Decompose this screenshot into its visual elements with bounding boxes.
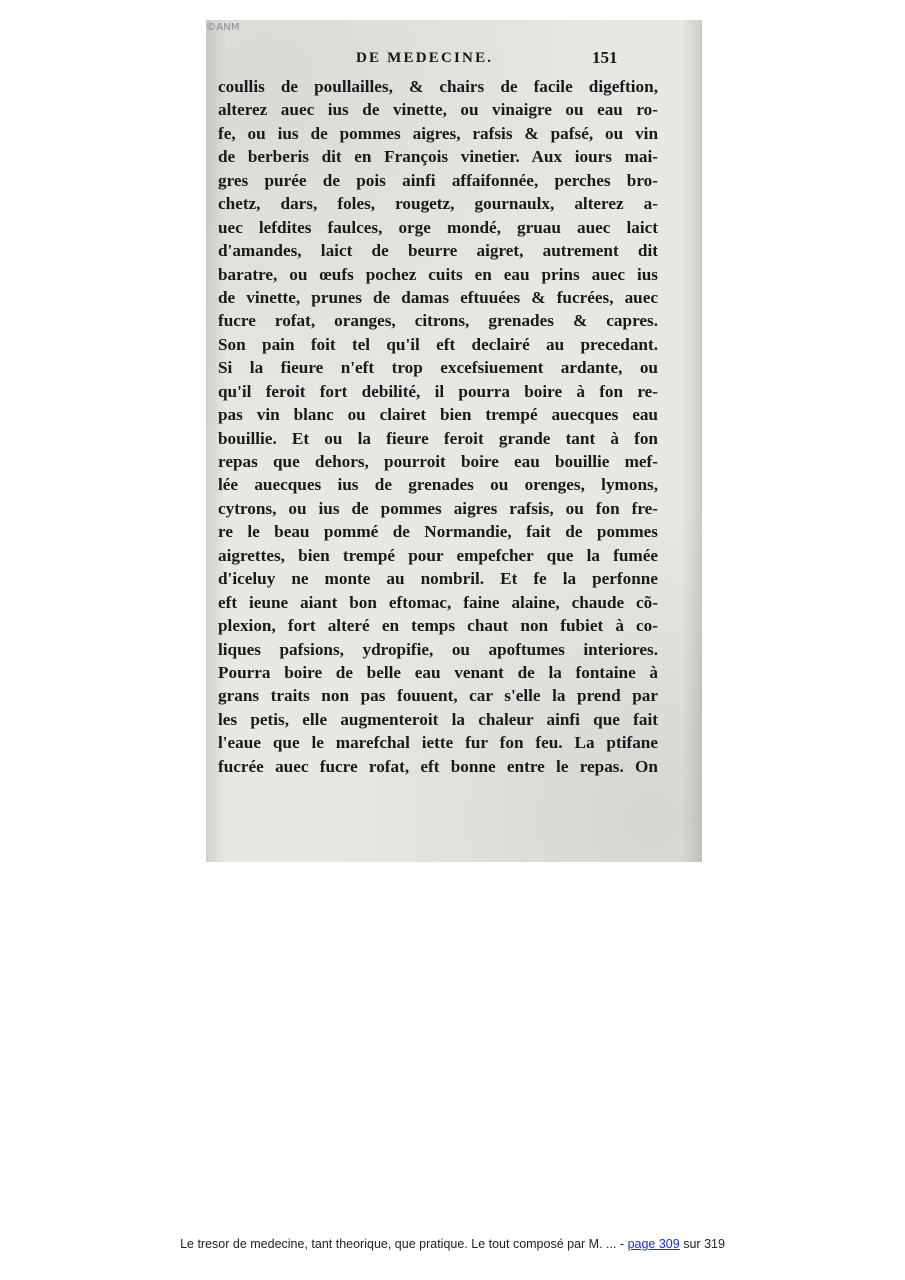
text-line: Si la fieure n'eft trop excefsiuement ardante, ou <box>218 358 658 378</box>
page-number: 151 <box>592 48 618 67</box>
text-line: alterez auec ius de vinette, ou vinaigre ou eau ro- <box>218 100 658 120</box>
book-title: Le tresor de medecine, tant theorique, que pratique. Le tout composé par M. ... - <box>180 1237 625 1251</box>
text-line: uec lefdites faulces, orge mondé, gruau auec laict <box>218 217 658 237</box>
of-label: sur <box>683 1237 701 1251</box>
text-line: pas vin blanc ou clairet bien trempé auecques eau <box>218 405 658 425</box>
text-line: aigrettes, bien trempé pour empefcher que la fumée <box>218 545 658 565</box>
text-line: fucre rofat, oranges, citrons, grenades & capres. <box>218 311 658 331</box>
text-line: cytrons, ou ius de pommes aigres rafsis, ou fon fre- <box>218 498 658 518</box>
text-line: coullis de poullailles, & chairs de facile digeftion, <box>218 77 658 96</box>
running-title: DE MEDECINE. <box>356 50 494 66</box>
text-line: d'amandes, laict de beurre aigret, autrement dit <box>218 241 658 261</box>
text-line: de vinette, prunes de damas eftuuées & fucrées, auec <box>218 287 658 307</box>
text-line: bouillie. Et ou la fieure feroit grande tant à fon <box>218 428 658 448</box>
text-line: d'iceluy ne monte au nombril. Et fe la perfonne <box>218 569 658 589</box>
text-line: fe, ou ius de pommes aigres, rafsis & pafsé, ou vin <box>218 123 658 143</box>
text-block <box>218 75 658 778</box>
text-line: re le beau pommé de Normandie, fait de pommes <box>218 522 658 542</box>
watermark: ©ANM <box>206 22 240 33</box>
text-line: grans traits non pas fouuent, car s'elle la prend par <box>218 686 658 706</box>
text-line: l'eaue que le marefchal iette fur fon feu. La ptifane <box>218 733 658 753</box>
text-line: plexion, fort alteré en temps chaut non fubiet à co- <box>218 616 658 636</box>
text-line: eft ieune aiant bon eftomac, faine alaine, chaude cõ- <box>218 592 658 612</box>
text-line: chetz, dars, foles, rougetz, gournaulx, alterez a- <box>218 194 658 214</box>
page-scan <box>206 20 702 862</box>
text-line: gres purée de pois ainfi affaifonnée, perches bro- <box>218 170 658 190</box>
text-line: les petis, elle augmenteroit la chaleur ainfi que fait <box>218 709 658 729</box>
text-line: fucrée auec fucre rofat, eft bonne entre le repas. On <box>218 756 658 776</box>
text-line: qu'il feroit fort debilité, il pourra boire à fon re- <box>218 381 658 401</box>
page-link[interactable]: page 309 <box>627 1237 680 1251</box>
text-line: Son pain foit tel qu'il eft declairé au precedant. <box>218 334 658 354</box>
text-line: repas que dehors, pourroit boire eau bouillie mef- <box>218 452 658 471</box>
running-head <box>206 50 702 70</box>
text-line: liques pafsions, ydropifie, ou apoftumes interiores. <box>218 639 658 659</box>
total-pages: 319 <box>704 1237 725 1251</box>
text-line: Pourra boire de belle eau venant de la fontaine à <box>218 662 658 682</box>
text-line: de berberis dit en François vinetier. Aux iours mai- <box>218 147 658 167</box>
text-line: lée auecques ius de grenades ou orenges, lymons, <box>218 475 658 495</box>
text-line: baratre, ou œufs pochez cuits en eau prins auec ius <box>218 264 658 284</box>
footer-caption <box>0 1237 905 1251</box>
